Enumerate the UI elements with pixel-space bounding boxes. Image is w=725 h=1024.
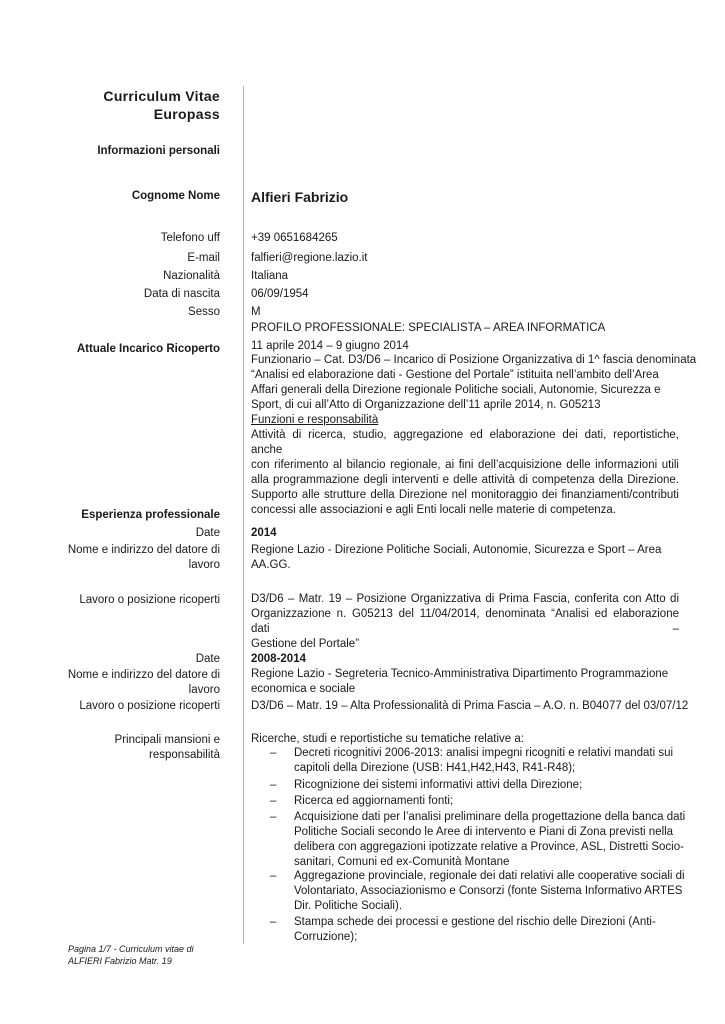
entry1-date: 2014 xyxy=(251,527,277,539)
bullet-line: delibera con aggregazioni ipotizzate relative a Province, ASL, Distretti Socio- xyxy=(294,841,684,853)
profile-title: PROFILO PROFESSIONALE: SPECIALISTA – AREA INFORMATICA xyxy=(251,322,606,334)
employer-line: Regione Lazio - Direzione Politiche Sociali, Autonomie, Sicurezza e Sport – Area xyxy=(251,544,662,556)
bullet-line: sanitari, Comuni ed ex-Comunità Montane xyxy=(294,856,510,868)
dash-icon: – xyxy=(270,870,277,882)
bullet-line: capitoli della Direzione (USB: H41,H42,H43, R41-R48); xyxy=(294,762,576,774)
dash-icon: – xyxy=(270,779,277,791)
cv-title-line1: Curriculum Vitae xyxy=(103,88,220,104)
dash-icon: – xyxy=(270,795,277,807)
functions-line: Attività di ricerca, studio, aggregazione ed elaborazione dei dati, reportistiche, anche xyxy=(251,429,679,456)
page-footer xyxy=(68,943,194,967)
entry2-date-label: Date xyxy=(195,653,220,665)
phone-label: Telefono uff xyxy=(160,232,220,244)
nationality-label: Nazionalità xyxy=(163,270,220,282)
entry2-date: 2008-2014 xyxy=(251,653,306,665)
employer-label-line: Nome e indirizzo del datore di xyxy=(67,544,220,556)
dash-icon: – xyxy=(270,916,277,928)
entry1-date-label: Date xyxy=(195,527,220,539)
employer-line: Regione Lazio - Segreteria Tecnico-Amministrativa Dipartimento Programmazione xyxy=(251,668,669,680)
person-name: Alfieri Fabrizio xyxy=(251,189,349,205)
column-divider xyxy=(243,86,244,944)
sex-label: Sesso xyxy=(188,306,220,318)
section-experience: Esperienza professionale xyxy=(81,509,220,521)
duties-label-line: Principali mansioni e xyxy=(114,734,220,746)
functions-heading: Funzioni e responsabilità xyxy=(251,414,379,426)
employer-label-line: Nome e indirizzo del datore di xyxy=(67,669,220,681)
nationality-value: Italiana xyxy=(251,270,289,282)
current-role-line: Sport, di cui all’Atto di Organizzazione dell’11 aprile 2014, n. G05213 xyxy=(251,399,601,411)
cv-title xyxy=(103,87,220,123)
entry1-employer-label xyxy=(68,543,220,572)
name-label: Cognome Nome xyxy=(131,190,220,202)
bullet-line: Ricerca ed aggiornamenti fonti; xyxy=(294,795,454,807)
employer-line: AA.GG. xyxy=(251,559,291,571)
entry1-employer xyxy=(251,543,679,573)
employer-label-line: lavoro xyxy=(188,684,220,696)
current-role-dates: 11 aprile 2014 – 9 giugno 2014 xyxy=(251,340,409,352)
bullet-line: Acquisizione dati per l’analisi preliminare della progettazione della banca dati xyxy=(294,811,686,823)
current-role-line: Affari generali della Direzione regionale Politiche sociali, Autonomie, Sicurezza e xyxy=(251,384,661,396)
bullet-line: Stampa schede dei processi e gestione del rischio delle Direzioni (Anti- xyxy=(294,916,656,928)
email-label: E-mail xyxy=(187,252,220,264)
entry2-position-label: Lavoro o posizione ricoperti xyxy=(79,700,220,712)
bullet-line: Decreti ricognitivi 2006-2013: analisi impegni ricogniti e relativi mandati sui xyxy=(294,747,674,759)
entry2-duties-intro: Ricerche, studi e reportistiche su tematiche relative a: xyxy=(251,733,524,745)
bullet-line: Dir. Politiche Sociali). xyxy=(294,900,403,912)
entry2-position: D3/D6 – Matr. 19 – Alta Professionalità di Prima Fascia – A.O. n. B04077 del 03/07/12 xyxy=(251,700,689,712)
sex-value: M xyxy=(251,306,261,318)
dash-icon: – xyxy=(270,747,277,759)
bullet-line: Corruzione); xyxy=(294,931,358,943)
birthdate-label: Data di nascita xyxy=(143,288,220,300)
position-line: Organizzazione n. G05213 del 11/04/2014, denominata “Analisi ed elaborazione dati – xyxy=(251,608,679,635)
footer-line: ALFIERI Fabrizio Matr. 19 xyxy=(68,956,172,966)
bullet-line: Volontariato, Associazionismo e Consorzi (fonte Sistema Informativo ARTES xyxy=(294,885,683,897)
functions-line: con riferimento al bilancio regionale, ai fini dell’acquisizione delle informazioni utili xyxy=(251,459,679,471)
functions-line: concessi alle associazioni e agli Enti locali nelle materie di competenza. xyxy=(251,504,616,516)
dash-icon: – xyxy=(270,811,277,823)
entry2-employer-label xyxy=(68,668,220,697)
footer-line: Pagina 1/7 - Curriculum vitae di xyxy=(68,944,194,954)
cv-title-line2: Europass xyxy=(153,106,220,122)
current-role-line: Funzionario – Cat. D3/D6 – Incarico di Posizione Organizzativa di 1^ fascia denominata xyxy=(251,354,697,366)
birthdate-value: 06/09/1954 xyxy=(251,288,309,300)
functions-line: alla programmazione degli interventi e delle attività di competenza della Direzione. xyxy=(251,474,679,486)
current-role-line: “Analisi ed elaborazione dati - Gestione del Portale” istituita nell’ambito dell’Area xyxy=(251,369,659,381)
email-value[interactable]: falfieri@regione.lazio.it xyxy=(251,252,368,264)
section-personal-info: Informazioni personali xyxy=(97,145,220,157)
duties-label-line: responsabilità xyxy=(149,749,220,761)
functions-line: Supporto alle strutture della Direzione nel monitoraggio dei finanziamenti/contributi xyxy=(251,489,679,501)
phone-value: +39 0651684265 xyxy=(251,232,338,244)
bullet-line: Politiche Sociali secondo le Aree di intervento e Piani di Zona previsti nella xyxy=(294,826,674,838)
current-role-label: Attuale Incarico Ricoperto xyxy=(76,343,220,355)
current-role-description xyxy=(251,353,697,518)
position-line: D3/D6 – Matr. 19 – Posizione Organizzativa di Prima Fascia, conferita con Atto di xyxy=(251,593,679,605)
employer-label-line: lavoro xyxy=(188,559,220,571)
entry1-position-label: Lavoro o posizione ricoperti xyxy=(79,594,220,606)
employer-line: economica e sociale xyxy=(251,683,356,695)
entry2-employer xyxy=(251,667,679,697)
bullet-line: Aggregazione provinciale, regionale dei dati relativi alle cooperative sociali di xyxy=(294,870,685,882)
entry2-duties-label xyxy=(115,733,220,762)
entry1-position xyxy=(251,592,679,652)
bullet-line: Ricognizione dei sistemi informativi attivi della Direzione; xyxy=(294,779,583,791)
position-line: Gestione del Portale” xyxy=(251,638,360,650)
